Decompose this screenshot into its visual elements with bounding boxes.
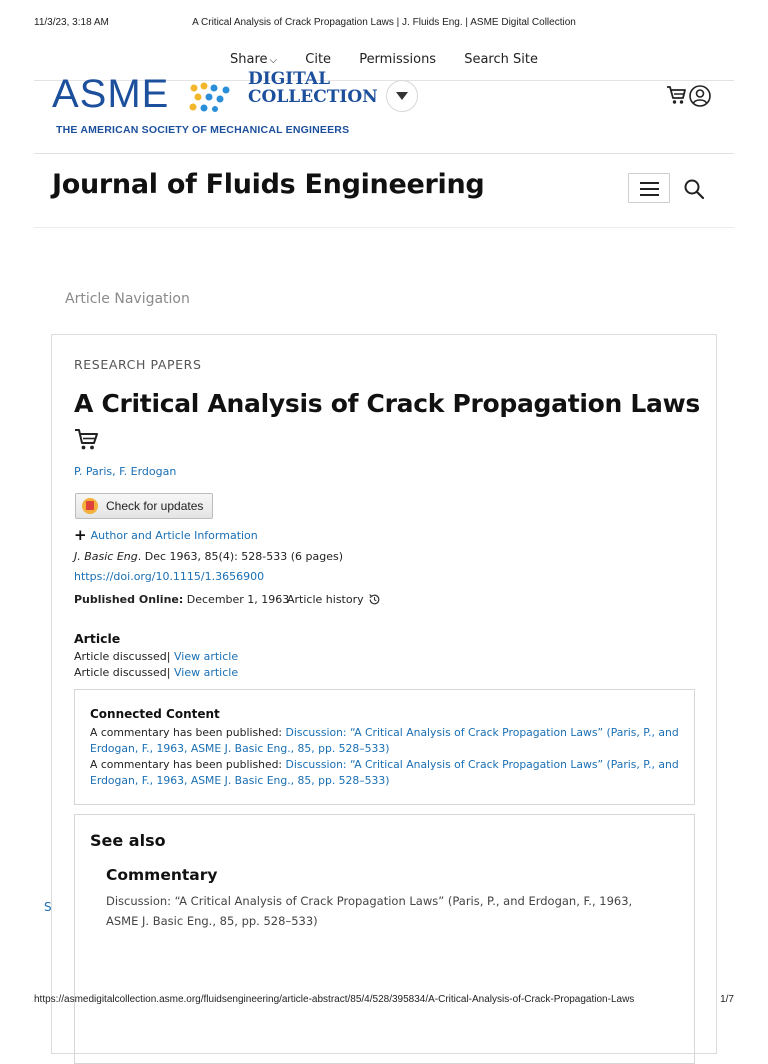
article-discussed-row bbox=[74, 650, 238, 663]
check-for-updates-label: Check for updates bbox=[106, 499, 204, 513]
separator: | bbox=[166, 666, 174, 679]
separator: | bbox=[166, 650, 174, 663]
digital-collection-logo[interactable] bbox=[248, 70, 378, 106]
discussion-link[interactable]: Discussion: “A Critical Analysis of Crack Propagation Laws” (Paris, P., and Erdogan, F., 1963, ASME J. Basic Eng., 85, pp. 528–533) bbox=[90, 726, 679, 755]
discussion-link[interactable]: Discussion: “A Critical Analysis of Crack Propagation Laws” (Paris, P., and Erdogan, F., 1963, ASME J. Basic Eng., 85, pp. 528–533) bbox=[90, 758, 679, 787]
journal-title[interactable]: Journal of Fluids Engineering bbox=[52, 169, 485, 200]
connected-prefix: A commentary has been published: bbox=[90, 758, 286, 771]
society-tagline: THE AMERICAN SOCIETY OF MECHANICAL ENGINEERS bbox=[56, 124, 350, 136]
article-navigation[interactable]: Article Navigation bbox=[65, 291, 190, 307]
cite-button[interactable]: Cite bbox=[305, 52, 332, 67]
see-also-box bbox=[74, 814, 695, 1064]
citation-details: . Dec 1963, 85(4): 528-533 (6 pages) bbox=[137, 550, 344, 563]
collection-line1: DIGITAL bbox=[248, 69, 331, 89]
hamburger-icon bbox=[640, 194, 659, 196]
commentary-text[interactable]: Discussion: “A Critical Analysis of Crack Propagation Laws” (Paris, P., and Erdogan, F., 1963, ASME J. Basic Eng., 85, pp. 528–533) bbox=[106, 894, 633, 928]
published-date: December 1, 1963 bbox=[183, 593, 290, 606]
discussed-label: Article discussed bbox=[74, 666, 167, 679]
check-for-updates-button[interactable] bbox=[75, 493, 213, 519]
connected-content-box bbox=[74, 689, 695, 805]
view-article-link[interactable]: View article bbox=[174, 666, 239, 679]
menu-button[interactable] bbox=[628, 173, 670, 203]
print-page-number: 1/7 bbox=[720, 994, 734, 1005]
connected-item bbox=[90, 725, 680, 757]
hamburger-icon bbox=[640, 188, 659, 190]
asme-logo[interactable]: ASME bbox=[52, 72, 170, 116]
connected-content-heading: Connected Content bbox=[90, 707, 220, 721]
history-clock-icon[interactable] bbox=[368, 593, 381, 606]
article-discussed-row bbox=[74, 666, 238, 679]
hamburger-icon bbox=[640, 182, 659, 184]
collection-line2: COLLECTION bbox=[248, 87, 378, 107]
article-history-button[interactable]: Article history bbox=[287, 593, 364, 606]
share-label: Share bbox=[230, 52, 268, 67]
site-header bbox=[34, 69, 734, 154]
published-label: Published Online: bbox=[74, 593, 184, 606]
plus-icon: + bbox=[74, 526, 87, 544]
view-article-link[interactable]: View article bbox=[174, 650, 239, 663]
chevron-down-icon: ⌵ bbox=[269, 55, 278, 66]
connected-item bbox=[90, 757, 680, 789]
user-account-icon[interactable] bbox=[688, 84, 712, 108]
article-heading: Article bbox=[74, 631, 121, 646]
cart-icon[interactable] bbox=[74, 427, 100, 451]
see-also-heading: See also bbox=[90, 831, 166, 850]
print-footer bbox=[34, 994, 734, 1008]
print-datetime: 11/3/23, 3:18 AM bbox=[34, 17, 109, 28]
asme-dots-logo-icon bbox=[188, 82, 234, 114]
citation-line bbox=[74, 550, 343, 563]
commentary-heading: Commentary bbox=[106, 866, 218, 884]
article-authors[interactable]: P. Paris, F. Erdogan bbox=[74, 465, 177, 478]
author-info-label: Author and Article Information bbox=[90, 529, 258, 542]
author-info-toggle[interactable] bbox=[74, 526, 258, 544]
discussed-label: Article discussed bbox=[74, 650, 167, 663]
search-site-button[interactable]: Search Site bbox=[464, 52, 538, 67]
citation-journal: J. Basic Eng bbox=[74, 550, 138, 563]
doi-link[interactable]: https://doi.org/10.1115/1.3656900 bbox=[74, 570, 265, 583]
print-url: https://asmedigitalcollection.asme.org/fluidsengineering/article-abstract/85/4/528/395834/A-Critical-Analysis-of-Crack-Propagation-Laws bbox=[34, 994, 635, 1005]
article-title: A Critical Analysis of Crack Propagation Laws bbox=[74, 389, 700, 418]
print-header bbox=[34, 17, 734, 31]
permissions-button[interactable]: Permissions bbox=[359, 52, 437, 67]
published-online bbox=[74, 593, 289, 606]
article-card bbox=[51, 334, 717, 1054]
truncated-link[interactable]: S bbox=[44, 900, 52, 914]
print-page-title: A Critical Analysis of Crack Propagation Laws | J. Fluids Eng. | ASME Digital Collection bbox=[192, 17, 576, 28]
connected-prefix: A commentary has been published: bbox=[90, 726, 286, 739]
journal-bar bbox=[34, 153, 734, 228]
crossmark-icon bbox=[82, 498, 98, 514]
article-section-label: RESEARCH PAPERS bbox=[74, 357, 202, 372]
cart-icon[interactable] bbox=[666, 84, 688, 106]
collection-dropdown-button[interactable] bbox=[386, 80, 418, 112]
search-icon[interactable] bbox=[682, 177, 706, 201]
